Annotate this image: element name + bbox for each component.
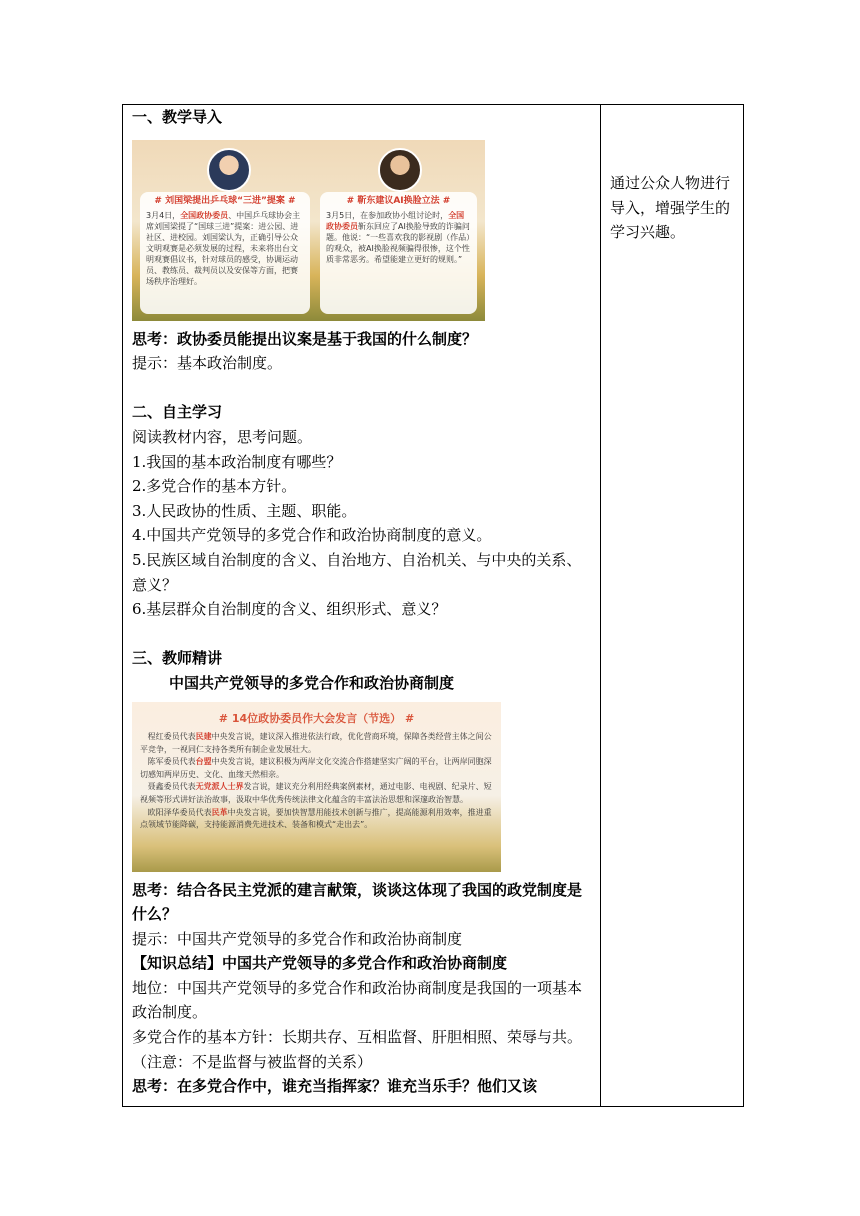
news-card-highlight: 全国政协委员	[326, 210, 465, 231]
question-text: 思考：政协委员能提出议案是基于我国的什么制度？	[132, 329, 478, 348]
summary-status: 地位：中国共产党领导的多党合作和政治协商制度是我国的一项基本政治制度。	[132, 978, 583, 1022]
news-card-text: 、中国乒乓球协会主席刘国梁提了“国球三进”提案：进公园、进社区、进校园。刘国梁认为，正确引导公众文明观赛是必须发展的过程，未来将出台文明观赛倡议书，针对球员的感受，协调运动员、教练员、裁判员以及安保等方面，把赛场秩序治理好。	[146, 210, 301, 286]
list-item: 4.中国共产党领导的多党合作和政治协商制度的意义。	[132, 526, 492, 545]
section2-heading: 二、自主学习	[132, 403, 223, 422]
section2-intro: 阅读教材内容，思考问题。	[132, 427, 313, 446]
hint-text: 提示：中国共产党领导的多党合作和政治协商制度	[132, 929, 463, 948]
news-card-1	[140, 192, 310, 314]
list-item: 3.人民政协的性质、主题、职能。	[132, 501, 357, 520]
lesson-table	[122, 104, 744, 1107]
avatar	[207, 148, 251, 192]
speech-paragraph: 陈军委员代表台盟中央发言说，建议积极为两岸文化交流合作搭建坚实广阔的平台，让两岸同胞深切感知两岸历史、文化、血缘天然相亲。	[140, 757, 492, 779]
speech-paragraph: 欧阳泽华委员代表民革中央发言说，要加快智慧用能技术创新与推广，提高能源利用效率，推进重点领域节能降碳，支持能源消费先进技术、装备和模式“走出去”。	[140, 807, 492, 830]
section3-subtitle: 中国共产党领导的多党合作和政治协商制度	[169, 673, 455, 692]
summary-policy: 多党合作的基本方针：长期共存、互相监督、肝胆相照、荣辱与共。（注意：不是监督与被监督的关系）	[132, 1028, 583, 1071]
list-item: 6.基层群众自治制度的含义、组织形式、意义？	[132, 600, 447, 619]
list-item: 5.民族区域自治制度的含义、自治地方、自治机关、与中央的关系、意义？	[132, 550, 582, 594]
design-intent-column	[601, 105, 743, 1106]
news-card-title: # 靳东建议AI换脸立法 #	[346, 195, 451, 206]
hint-text: 提示：基本政治制度。	[132, 354, 283, 373]
question-text: 思考：在多党合作中，谁充当指挥家？谁充当乐手？他们又该	[132, 1077, 538, 1096]
section3-heading: 三、教师精讲	[132, 649, 223, 668]
news-card-text: 靳东回应了AI换脸导致的诈骗问题。他说：“一些喜欢我的影视剧（作品）的观众，被AI换脸视频骗得很惨，这个性质非常恶劣。希望能建立更好的规则。”	[326, 221, 471, 264]
speech-paragraph: 程红委员代表民建中央发言说，建议深入推进依法行政，优化营商环境，保障各类经营主体之间公平竞争，一视同仁支持各类所有制企业发展壮大。	[140, 732, 492, 754]
speech-paragraph: 聂鑫委员代表无党派人士界发言说，建议充分利用经典案例素材，通过电影、电视剧、纪录片、短视频等形式讲好法治故事，汲取中华优秀传统法律文化蕴含的丰富法治思想和深邃政治智慧。	[140, 782, 492, 805]
side-note: 通过公众人物进行导入，增强学生的学习兴趣。	[610, 174, 731, 242]
section1-heading: 一、教学导入	[132, 108, 223, 126]
news-card-highlight: 全国政协委员	[180, 210, 229, 220]
list-item: 1.我国的基本政治制度有哪些？	[132, 452, 342, 471]
avatar	[378, 148, 422, 192]
summary-title: 【知识总结】中国共产党领导的多党合作和政治协商制度	[132, 954, 508, 973]
news-card-title: # 刘国梁提出乒乓球“三进”提案 #	[154, 195, 296, 206]
news-card-text: 3月5日，在参加政协小组讨论时，	[326, 210, 449, 220]
news-card-text: 3月4日，	[146, 210, 181, 220]
speech-image-title: # 14位政协委员作大会发言（节选） #	[218, 711, 415, 725]
main-column	[123, 105, 601, 1106]
intro-news-image	[132, 140, 485, 321]
question-text: 思考：结合各民主党派的建言献策，谈谈这体现了我国的政党制度是什么？	[132, 880, 583, 924]
news-card-2	[320, 192, 477, 314]
list-item: 2.多党合作的基本方针。	[132, 477, 297, 496]
cppcc-speech-image	[132, 702, 501, 872]
